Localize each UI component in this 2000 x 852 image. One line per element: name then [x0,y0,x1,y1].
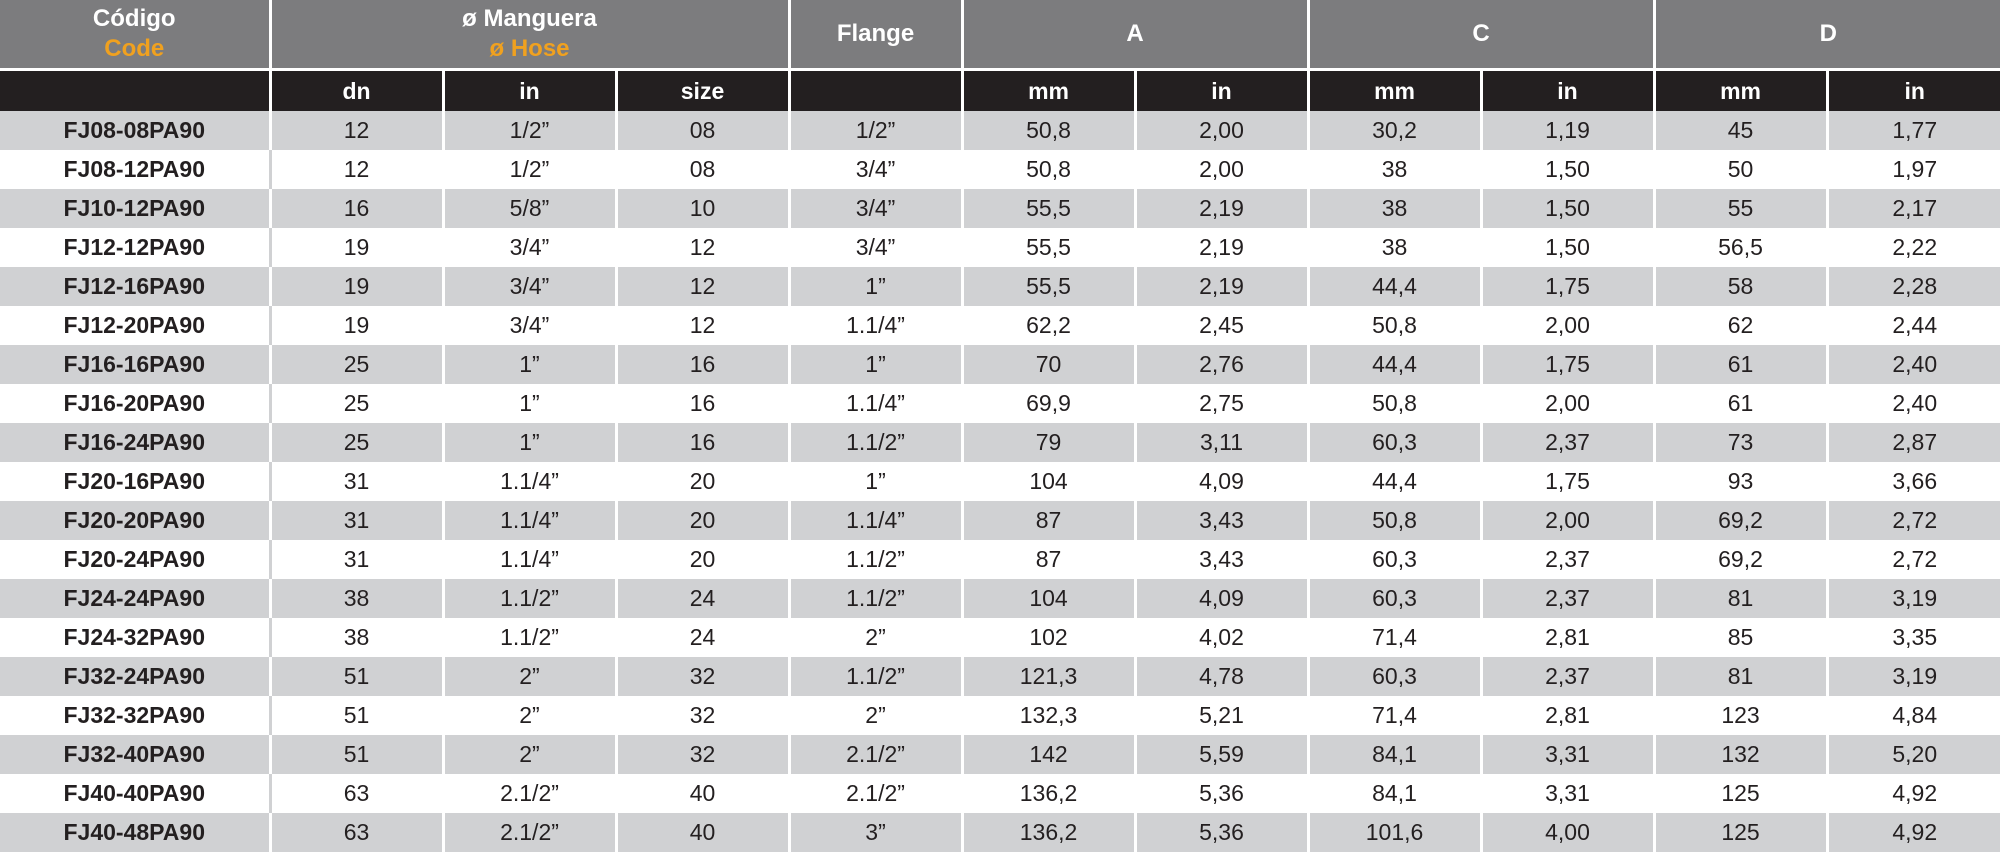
code-header-en: Code [104,35,165,62]
code-cell: FJ40-40PA90 [0,774,270,813]
table-cell: 25 [270,384,443,423]
code-cell: FJ20-16PA90 [0,462,270,501]
table-cell: 2.1/2” [789,774,962,813]
table-cell: 2,44 [1827,306,2000,345]
table-cell: 3,31 [1481,774,1654,813]
table-cell: 2,19 [1135,189,1308,228]
table-cell: 50,8 [1308,306,1481,345]
table-cell: 19 [270,306,443,345]
table-cell: 1,50 [1481,150,1654,189]
table-cell: 50,8 [962,111,1135,150]
table-cell: 55,5 [962,267,1135,306]
table-cell: 19 [270,228,443,267]
table-cell: 1.1/4” [443,462,616,501]
table-cell: 40 [616,774,789,813]
table-cell: 31 [270,540,443,579]
table-cell: 104 [962,579,1135,618]
table-row [0,735,2000,774]
table-row [0,111,2000,150]
table-cell: 60,3 [1308,540,1481,579]
table-cell: 1” [443,384,616,423]
table-cell: 2,00 [1481,501,1654,540]
table-cell: 62,2 [962,306,1135,345]
table-cell: 61 [1654,345,1827,384]
table-cell: 2,87 [1827,423,2000,462]
table-row [0,540,2000,579]
table-cell: 56,5 [1654,228,1827,267]
table-cell: 136,2 [962,813,1135,852]
unit-cell: mm [1308,70,1481,112]
table-cell: 84,1 [1308,774,1481,813]
table-cell: 132 [1654,735,1827,774]
table-cell: 50,8 [1308,501,1481,540]
code-cell: FJ24-24PA90 [0,579,270,618]
table-cell: 87 [962,501,1135,540]
table-cell: 136,2 [962,774,1135,813]
table-cell: 20 [616,462,789,501]
table-cell: 44,4 [1308,462,1481,501]
table-cell: 25 [270,345,443,384]
table-cell: 16 [616,423,789,462]
table-cell: 1,75 [1481,345,1654,384]
hose-header-en: ø Hose [489,35,570,62]
table-cell: 4,78 [1135,657,1308,696]
unit-cell: mm [962,70,1135,112]
table-cell: 5,20 [1827,735,2000,774]
table-cell: 5,21 [1135,696,1308,735]
table-cell: 3,66 [1827,462,2000,501]
table-cell: 20 [616,501,789,540]
table-cell: 08 [616,150,789,189]
table-cell: 1.1/4” [789,384,962,423]
table-cell: 20 [616,540,789,579]
unit-cell: size [616,70,789,112]
table-cell: 38 [1308,150,1481,189]
table-cell: 104 [962,462,1135,501]
table-cell: 1.1/2” [443,618,616,657]
table-cell: 3/4” [789,150,962,189]
table-cell: 5,59 [1135,735,1308,774]
table-cell: 1.1/2” [443,579,616,618]
table-cell: 55,5 [962,189,1135,228]
table-cell: 2.1/2” [443,774,616,813]
table-cell: 4,00 [1481,813,1654,852]
table-cell: 3/4” [443,267,616,306]
table-row [0,618,2000,657]
table-cell: 79 [962,423,1135,462]
table-cell: 2,17 [1827,189,2000,228]
table-row [0,813,2000,852]
table-row [0,189,2000,228]
table-cell: 1.1/2” [789,423,962,462]
table-row [0,462,2000,501]
code-cell: FJ16-20PA90 [0,384,270,423]
table-cell: 3,31 [1481,735,1654,774]
table-cell: 31 [270,462,443,501]
table-cell: 2,75 [1135,384,1308,423]
table-cell: 1.1/4” [443,540,616,579]
code-cell: FJ20-24PA90 [0,540,270,579]
table-cell: 12 [616,228,789,267]
table-cell: 5,36 [1135,774,1308,813]
table-cell: 71,4 [1308,618,1481,657]
table-cell: 81 [1654,657,1827,696]
table-cell: 2,00 [1481,384,1654,423]
table-row [0,774,2000,813]
unit-cell: in [1827,70,2000,112]
table-cell: 1” [443,423,616,462]
code-cell: FJ12-20PA90 [0,306,270,345]
table-cell: 2,28 [1827,267,2000,306]
table-cell: 55,5 [962,228,1135,267]
table-cell: 4,84 [1827,696,2000,735]
table-cell: 51 [270,696,443,735]
table-cell: 121,3 [962,657,1135,696]
table-cell: 132,3 [962,696,1135,735]
table-cell: 16 [616,345,789,384]
code-header-es: Código [92,5,176,32]
table-cell: 45 [1654,111,1827,150]
table-cell: 123 [1654,696,1827,735]
table-cell: 2,19 [1135,228,1308,267]
table-cell: 16 [616,384,789,423]
table-row [0,579,2000,618]
table-cell: 30,2 [1308,111,1481,150]
table-cell: 2,37 [1481,657,1654,696]
table-cell: 12 [616,306,789,345]
table-cell: 51 [270,657,443,696]
table-cell: 2.1/2” [443,813,616,852]
table-row [0,306,2000,345]
table-cell: 2” [789,618,962,657]
table-cell: 40 [616,813,789,852]
table-cell: 25 [270,423,443,462]
table-cell: 2,81 [1481,618,1654,657]
code-cell: FJ40-48PA90 [0,813,270,852]
table-cell: 85 [1654,618,1827,657]
table-cell: 3,11 [1135,423,1308,462]
table-cell: 93 [1654,462,1827,501]
table-cell: 38 [270,579,443,618]
unit-cell: in [1481,70,1654,112]
table-cell: 69,2 [1654,501,1827,540]
table-cell: 84,1 [1308,735,1481,774]
table-row [0,345,2000,384]
table-cell: 1,75 [1481,267,1654,306]
hose-header-es: ø Manguera [462,5,597,32]
table-cell: 2,37 [1481,423,1654,462]
table-cell: 60,3 [1308,657,1481,696]
table-cell: 32 [616,696,789,735]
code-cell: FJ16-24PA90 [0,423,270,462]
table-cell: 3” [789,813,962,852]
c-header: C [1308,0,1654,70]
table-cell: 1” [789,267,962,306]
table-cell: 44,4 [1308,345,1481,384]
table-cell: 62 [1654,306,1827,345]
table-cell: 71,4 [1308,696,1481,735]
unit-cell: mm [1654,70,1827,112]
table-cell: 3,19 [1827,657,2000,696]
table-cell: 69,9 [962,384,1135,423]
table-cell: 1,50 [1481,189,1654,228]
table-cell: 73 [1654,423,1827,462]
table-cell: 1.1/2” [789,579,962,618]
table-cell: 2,00 [1135,150,1308,189]
table-cell: 2,00 [1481,306,1654,345]
table-cell: 125 [1654,813,1827,852]
header-row [0,0,2000,70]
code-header [0,0,270,70]
table-cell: 16 [270,189,443,228]
table-cell: 81 [1654,579,1827,618]
table-cell: 2,19 [1135,267,1308,306]
table-cell: 2,72 [1827,540,2000,579]
table-cell: 1.1/2” [789,657,962,696]
table-row [0,150,2000,189]
table-cell: 4,09 [1135,462,1308,501]
table-cell: 63 [270,774,443,813]
table-cell: 2” [443,657,616,696]
table-cell: 1.1/4” [789,501,962,540]
table-cell: 2” [443,735,616,774]
table-cell: 2,37 [1481,540,1654,579]
table-cell: 1,75 [1481,462,1654,501]
table-cell: 102 [962,618,1135,657]
table-cell: 2” [443,696,616,735]
table-cell: 69,2 [1654,540,1827,579]
table-cell: 1/2” [789,111,962,150]
table-cell: 3/4” [789,228,962,267]
table-cell: 2,22 [1827,228,2000,267]
table-cell: 2,37 [1481,579,1654,618]
table-cell: 1” [789,462,962,501]
unit-cell [0,70,270,112]
table-cell: 3,43 [1135,540,1308,579]
table-cell: 19 [270,267,443,306]
table-row [0,423,2000,462]
table-cell: 4,92 [1827,774,2000,813]
table-cell: 51 [270,735,443,774]
flange-header: Flange [789,0,962,70]
table-body [0,111,2000,852]
unit-cell: in [443,70,616,112]
code-cell: FJ16-16PA90 [0,345,270,384]
table-cell: 1.1/4” [789,306,962,345]
table-cell: 24 [616,618,789,657]
table-cell: 12 [616,267,789,306]
table-cell: 2” [789,696,962,735]
table-cell: 3,43 [1135,501,1308,540]
unit-cell: dn [270,70,443,112]
code-cell: FJ24-32PA90 [0,618,270,657]
code-cell: FJ12-12PA90 [0,228,270,267]
d-header: D [1654,0,2000,70]
table-cell: 50,8 [1308,384,1481,423]
table-cell: 3/4” [789,189,962,228]
table-row [0,228,2000,267]
code-cell: FJ32-40PA90 [0,735,270,774]
table-cell: 1/2” [443,111,616,150]
table-cell: 5/8” [443,189,616,228]
table-cell: 32 [616,735,789,774]
table-cell: 12 [270,150,443,189]
code-cell: FJ08-12PA90 [0,150,270,189]
table-cell: 63 [270,813,443,852]
table-cell: 70 [962,345,1135,384]
table-cell: 4,09 [1135,579,1308,618]
table-cell: 2,45 [1135,306,1308,345]
table-cell: 3/4” [443,306,616,345]
unit-cell [789,70,962,112]
table-cell: 60,3 [1308,423,1481,462]
table-cell: 2,76 [1135,345,1308,384]
table-cell: 4,92 [1827,813,2000,852]
code-cell: FJ32-32PA90 [0,696,270,735]
table-cell: 12 [270,111,443,150]
table-cell: 1.1/2” [789,540,962,579]
unit-row [0,70,2000,112]
table-row [0,384,2000,423]
table-cell: 24 [616,579,789,618]
table-cell: 2.1/2” [789,735,962,774]
table-cell: 142 [962,735,1135,774]
hose-header [270,0,789,70]
table-cell: 50,8 [962,150,1135,189]
table-cell: 1/2” [443,150,616,189]
table-cell: 3/4” [443,228,616,267]
table-cell: 2,40 [1827,384,2000,423]
table-cell: 58 [1654,267,1827,306]
table-cell: 3,19 [1827,579,2000,618]
code-cell: FJ12-16PA90 [0,267,270,306]
code-cell: FJ08-08PA90 [0,111,270,150]
code-cell: FJ32-24PA90 [0,657,270,696]
table-cell: 125 [1654,774,1827,813]
table-cell: 4,02 [1135,618,1308,657]
table-cell: 38 [1308,228,1481,267]
table-cell: 50 [1654,150,1827,189]
table-cell: 32 [616,657,789,696]
table-cell: 10 [616,189,789,228]
table-row [0,501,2000,540]
table-row [0,267,2000,306]
table-cell: 1,19 [1481,111,1654,150]
table-cell: 1,97 [1827,150,2000,189]
table-cell: 2,40 [1827,345,2000,384]
table-cell: 61 [1654,384,1827,423]
table-cell: 1,77 [1827,111,2000,150]
a-header: A [962,0,1308,70]
table-cell: 1” [443,345,616,384]
table-cell: 44,4 [1308,267,1481,306]
table-cell: 1.1/4” [443,501,616,540]
code-cell: FJ20-20PA90 [0,501,270,540]
table-row [0,696,2000,735]
unit-cell: in [1135,70,1308,112]
table-cell: 2,00 [1135,111,1308,150]
table-cell: 38 [1308,189,1481,228]
table-cell: 1” [789,345,962,384]
table-cell: 38 [270,618,443,657]
table-cell: 60,3 [1308,579,1481,618]
table-cell: 1,50 [1481,228,1654,267]
table-cell: 5,36 [1135,813,1308,852]
table-cell: 55 [1654,189,1827,228]
table-cell: 87 [962,540,1135,579]
table-cell: 3,35 [1827,618,2000,657]
table-cell: 2,81 [1481,696,1654,735]
table-cell: 08 [616,111,789,150]
table-cell: 31 [270,501,443,540]
table-cell: 2,72 [1827,501,2000,540]
table-row [0,657,2000,696]
table-cell: 101,6 [1308,813,1481,852]
code-cell: FJ10-12PA90 [0,189,270,228]
